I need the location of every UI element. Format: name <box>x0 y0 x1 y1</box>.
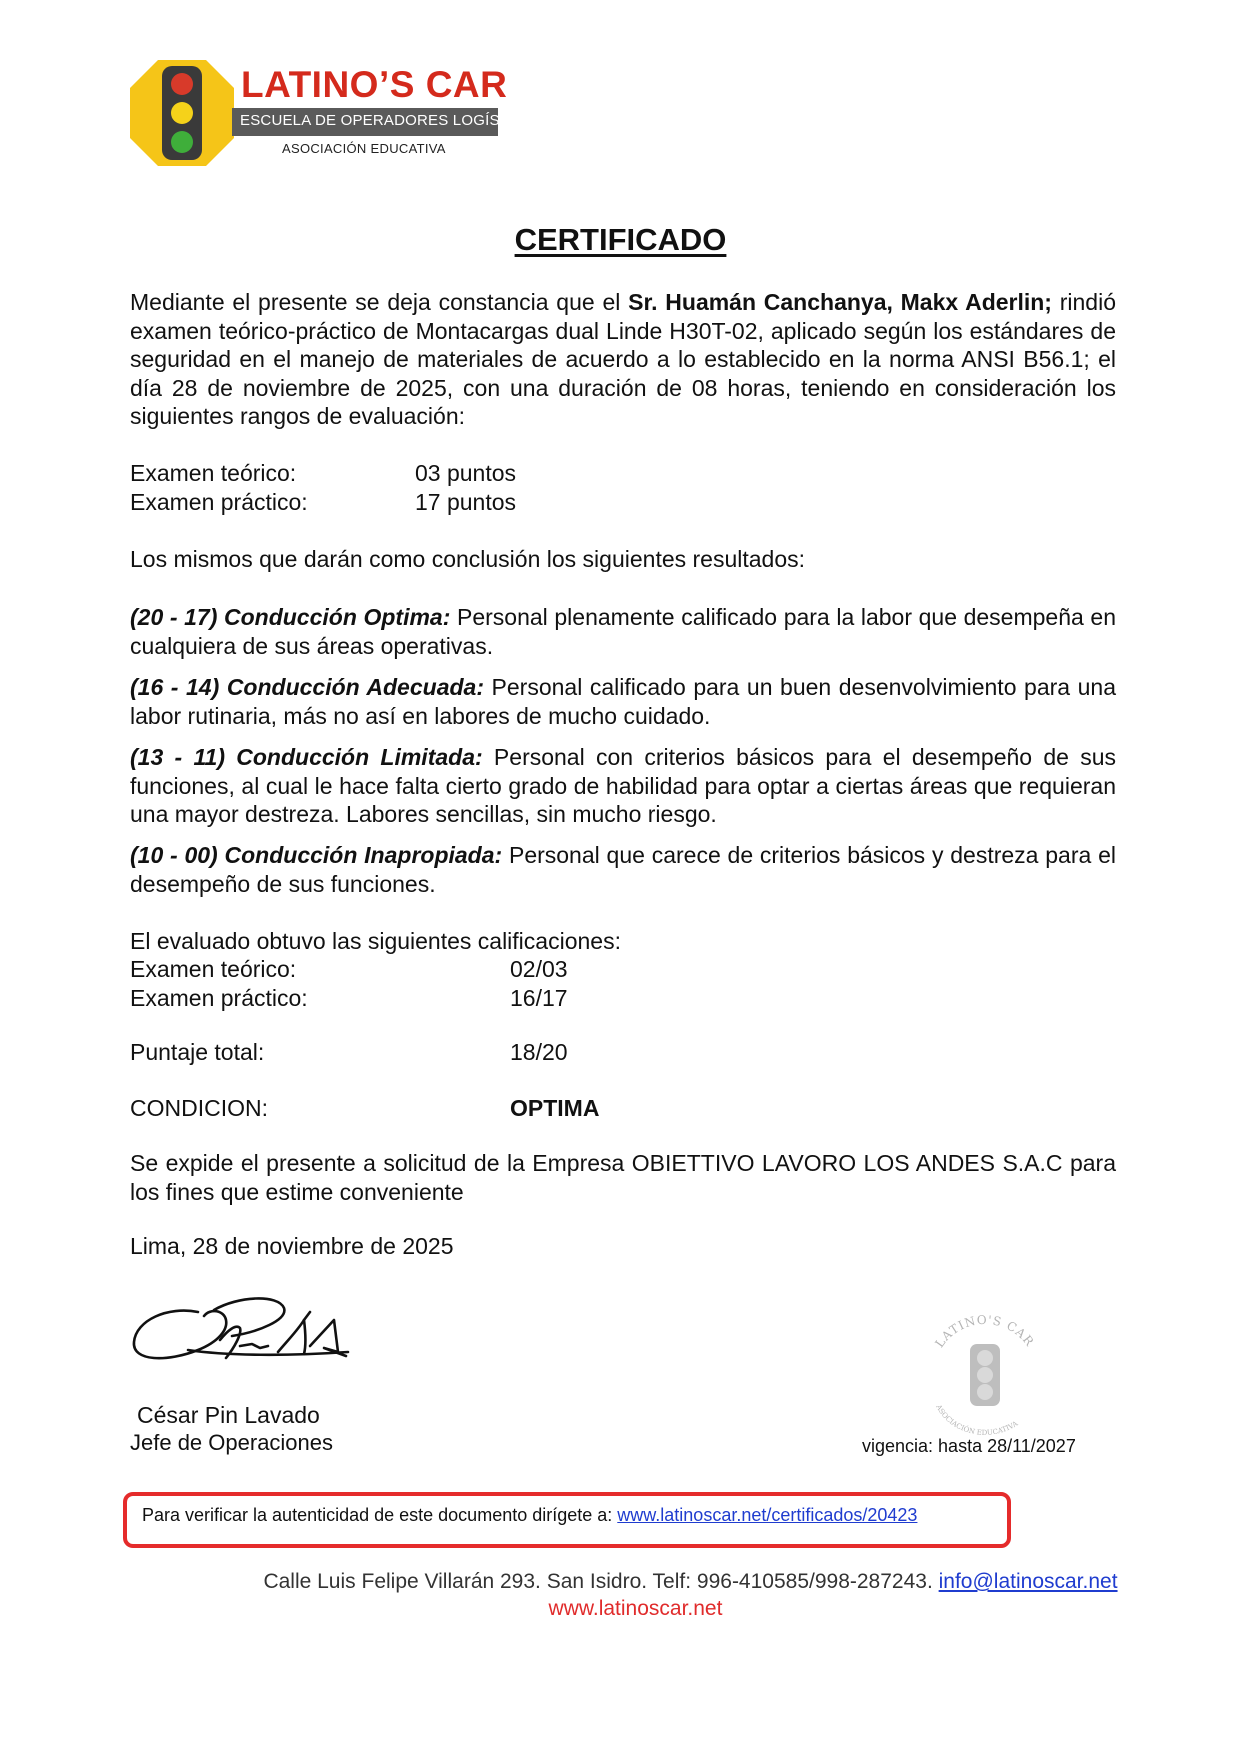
verification-text: Para verificar la autenticidad de este documento dirígete a: www.latinoscar.net/certificados/20423 <box>142 1505 918 1525</box>
level-limitada: (13 - 11) Conducción Limitada: Personal con criterios básicos para el desempeño de sus funciones, al cual le hace falta cierto grado de habilidad para optar a ciertas áreas que requieran una mayor destreza. Labores sencillas, sin mucho riesgo. <box>130 744 1117 828</box>
range-value-theory: 03 puntos <box>415 460 517 486</box>
footer-website[interactable]: www.latinoscar.net <box>548 1597 723 1620</box>
result-label-practice: Examen práctico: <box>130 985 308 1011</box>
signer-name: César Pin Lavado <box>137 1402 320 1428</box>
svg-text:LATINO'S CAR: LATINO'S CAR <box>932 1312 1037 1351</box>
level-optima: (20 - 17) Conducción Optima: Personal plenamente calificado para la labor que desempeña en cualquiera de sus áreas operativas. <box>130 604 1116 659</box>
validity-text: vigencia: hasta 28/11/2027 <box>862 1436 1076 1456</box>
range-label-practice: Examen práctico: <box>130 489 308 515</box>
condition-label: CONDICION: <box>130 1095 268 1121</box>
result-value-theory: 02/03 <box>510 956 568 982</box>
document-title: CERTIFICADO <box>514 222 727 257</box>
footer-email-link[interactable]: info@latinoscar.net <box>938 1570 1118 1593</box>
results-intro: El evaluado obtuvo las siguientes calificaciones: <box>130 928 621 954</box>
range-label-theory: Examen teórico: <box>130 460 297 486</box>
signer-role: Jefe de Operaciones <box>130 1430 334 1455</box>
result-label-theory: Examen teórico: <box>130 956 297 982</box>
condition-value: OPTIMA <box>510 1095 600 1121</box>
date-line: Lima, 28 de noviembre de 2025 <box>130 1233 454 1259</box>
verification-link[interactable]: www.latinoscar.net/certificados/20423 <box>617 1505 918 1525</box>
range-value-practice: 17 puntos <box>415 489 517 515</box>
total-label: Puntaje total: <box>130 1039 265 1065</box>
level-inapropiada: (10 - 00) Conducción Inapropiada: Personal que carece de criterios básicos y destreza para el desempeño de sus funciones. <box>130 842 1116 897</box>
intro-paragraph: Mediante el presente se deja constancia que el Sr. Huamán Canchanya, Makx Aderlin; rindió examen teórico-práctico de Montacargas dual Linde H30T-02, aplicado según los estándares de seguridad en el manejo de materiales de acuerdo a lo establecido en la norma ANSI B56.1; el día 28 de noviembre de 2025, con una duración de 08 horas, teniendo en consideración los siguientes rangos de evaluación: <box>130 289 1116 430</box>
svg-text:ASOCIACIÓN EDUCATIVA: ASOCIACIÓN EDUCATIVA <box>934 1403 1020 1437</box>
candidate-name: Sr. Huamán Canchanya, Makx Aderlin; <box>628 289 1052 315</box>
seal-stamp <box>910 1310 1060 1440</box>
brand-association: ASOCIACIÓN EDUCATIVA <box>282 141 446 156</box>
result-value-practice: 16/17 <box>510 985 568 1011</box>
conclusion-intro: Los mismos que darán como conclusión los siguientes resultados: <box>130 546 806 572</box>
footer-address: Calle Luis Felipe Villarán 293. San Isidro. Telf: 996-410585/998-287243. info@latinoscar.net <box>263 1570 1118 1593</box>
issuance-paragraph: Se expide el presente a solicitud de la Empresa OBIETTIVO LAVORO LOS ANDES S.A.C para los fines que estime conveniente <box>130 1150 1116 1205</box>
signature <box>128 1290 358 1375</box>
level-adecuada: (16 - 14) Conducción Adecuada: Personal calificado para un buen desenvolvimiento para una labor rutinaria, más no así en labores de mucho cuidado. <box>130 674 1117 729</box>
brand-name: LATINO’S CAR <box>241 64 508 105</box>
total-value: 18/20 <box>510 1039 568 1065</box>
brand-tagline: ESCUELA DE OPERADORES LOGÍSTICOS <box>240 112 547 129</box>
